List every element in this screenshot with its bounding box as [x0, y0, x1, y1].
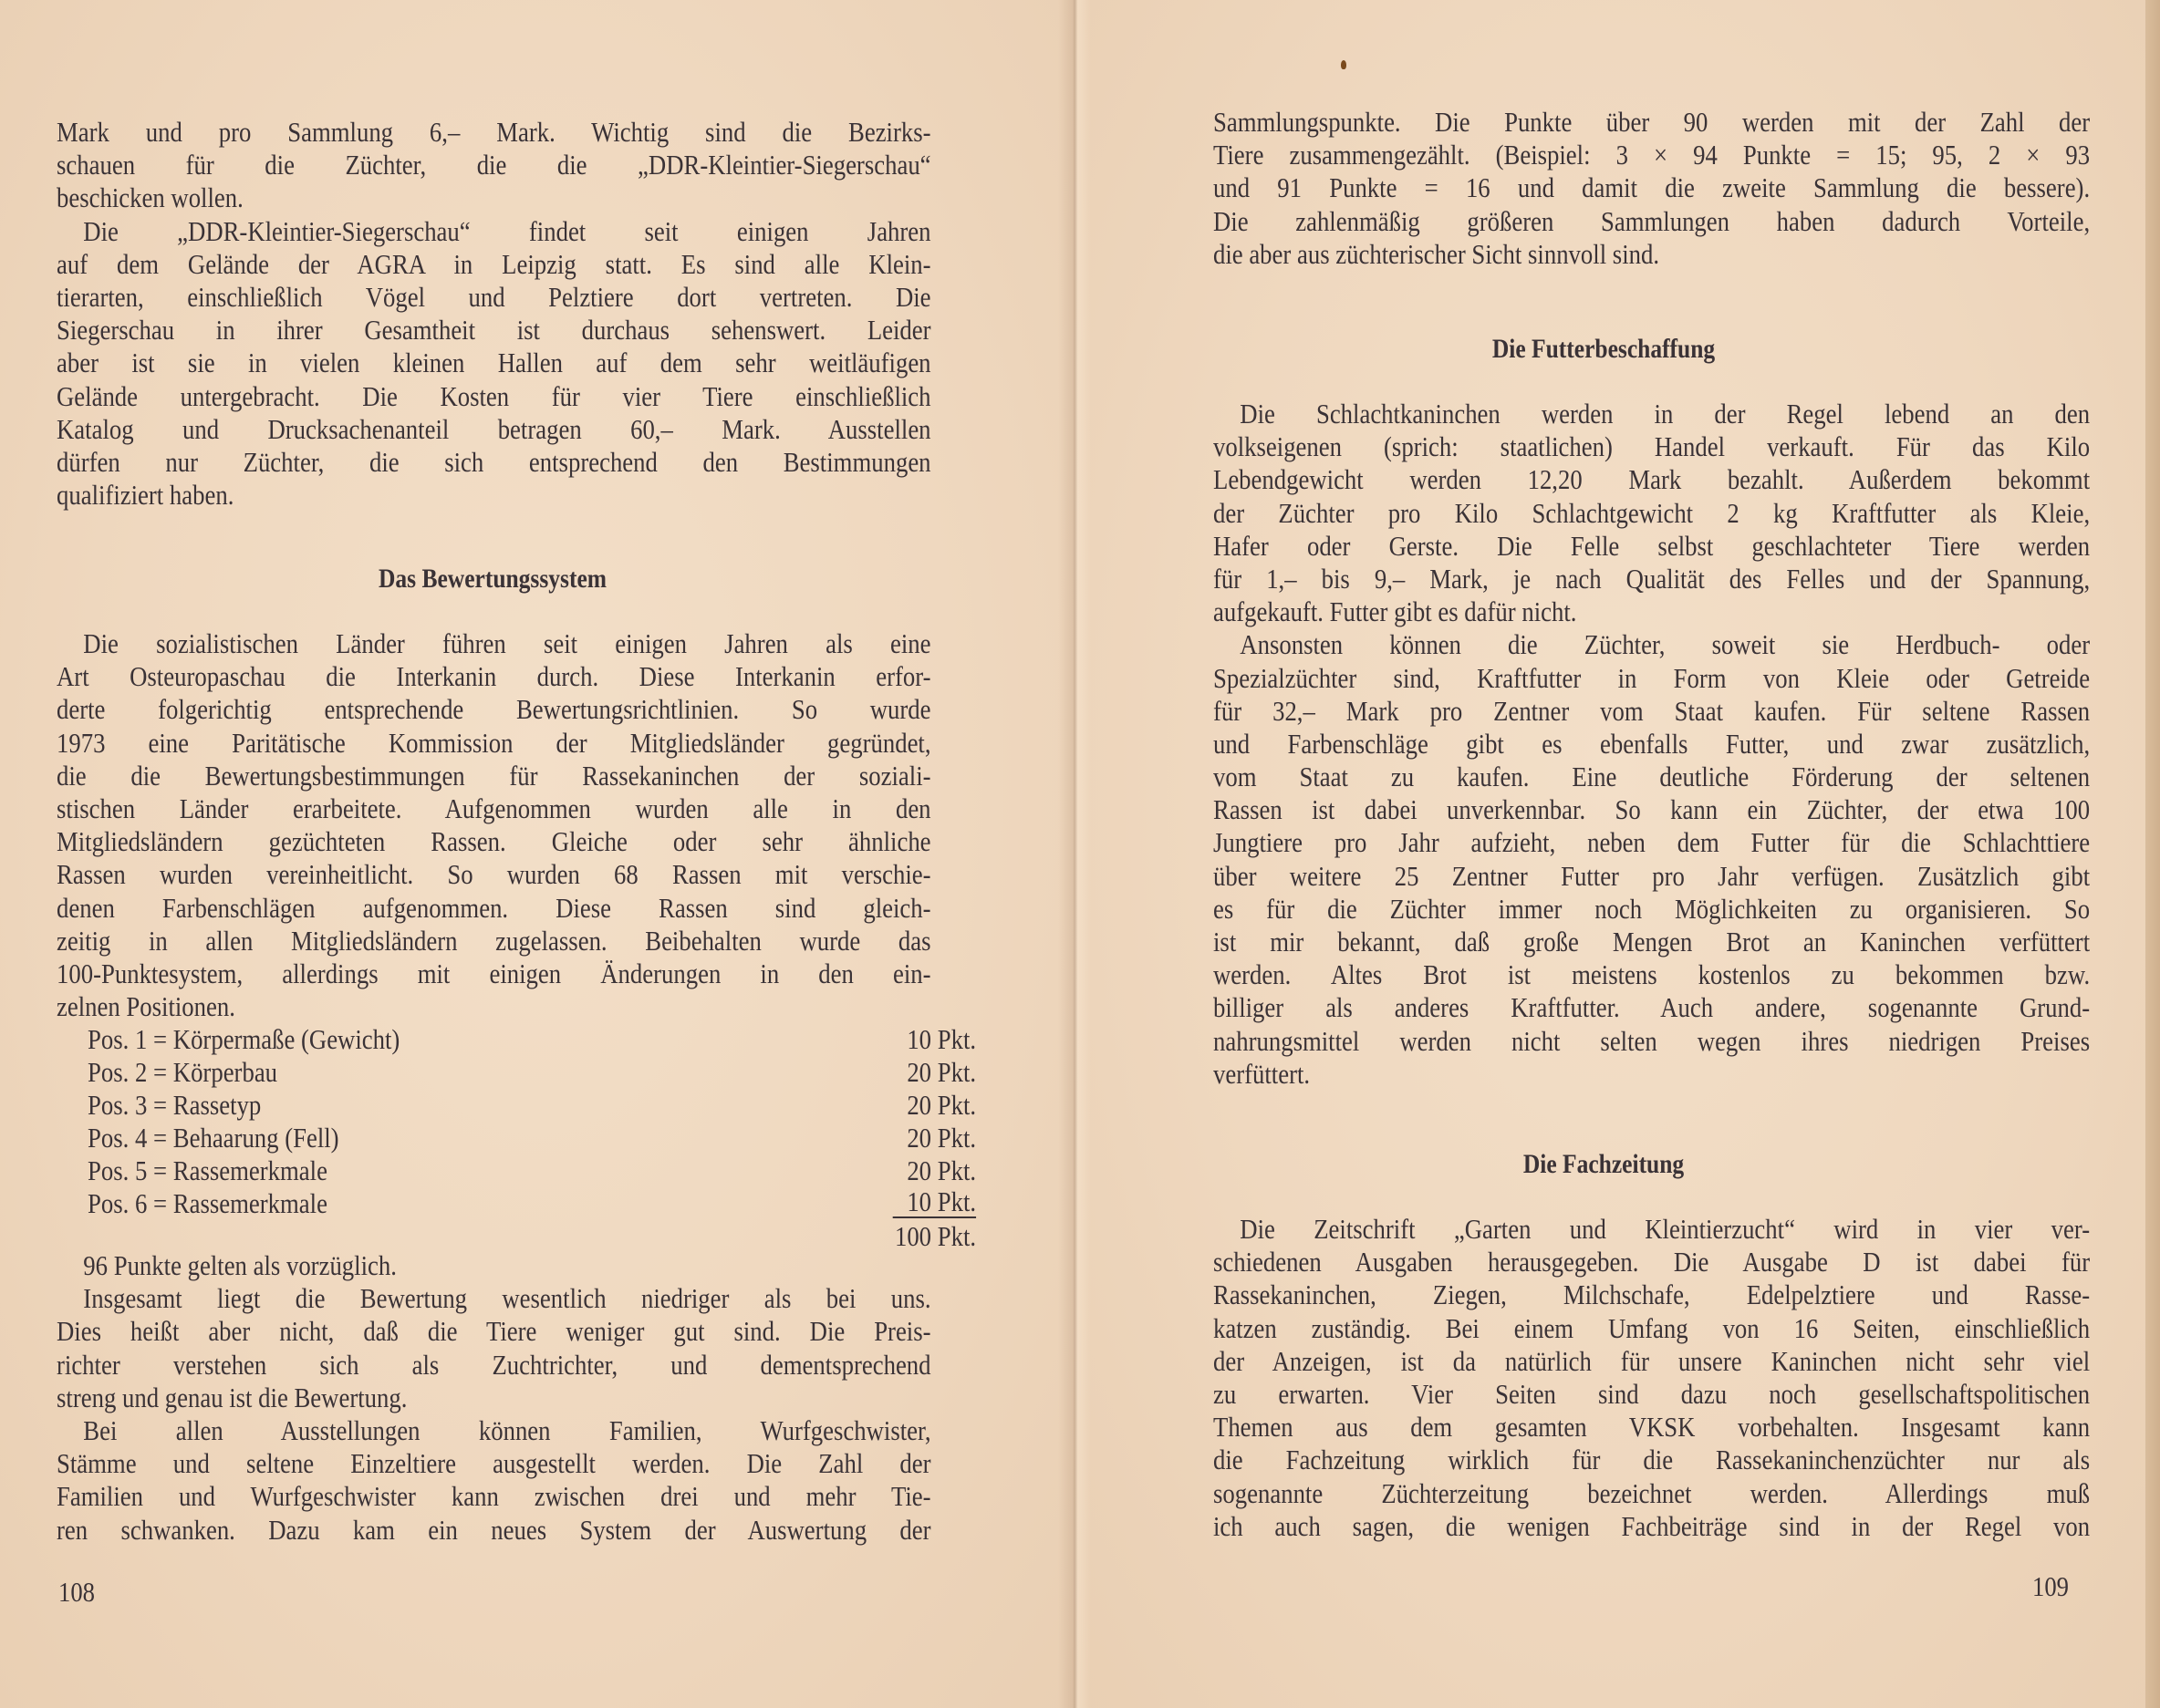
- text-line: tierarten, einschließlich Vögel und Pelztiere dort vertreten. Die: [57, 280, 931, 313]
- text-line: qualifiziert haben.: [57, 479, 234, 512]
- score-value: 10 Pkt.: [893, 1187, 976, 1218]
- text-line: der Anzeigen, ist da natürlich für unsere Kaninchen nicht sehr viel: [1213, 1344, 2091, 1377]
- text-line: die Fachzeitung wirklich für die Rassekaninchenzüchter nur als: [1213, 1444, 2091, 1476]
- text-line: für 1,– bis 9,– Mark, je nach Qualität des Felles und der Spannung,: [1213, 562, 2091, 595]
- text-line: Die sozialistischen Länder führen seit einigen Jahren als eine: [83, 627, 931, 659]
- score-label: Pos. 1 = Körpermaße (Gewicht): [88, 1023, 400, 1055]
- text-line: schiedenen Ausgaben herausgegeben. Die Ausgabe D ist dabei für: [1213, 1246, 2091, 1278]
- text-line: Die „DDR-Kleintier-Siegerschau“ findet seit einigen Jahren: [83, 214, 931, 247]
- left-after-table-paragraphs: [57, 1249, 931, 1547]
- score-row: [88, 1122, 976, 1154]
- text-line: nahrungsmittel werden nicht selten wegen ihres niedrigen Preises: [1213, 1024, 2091, 1057]
- score-label: Pos. 2 = Körperbau: [88, 1056, 278, 1088]
- page-number-left: 108: [58, 1576, 95, 1608]
- text-line: Rassekaninchen, Ziegen, Milchschafe, Edelpelztiere und Rasse-: [1213, 1278, 2091, 1311]
- text-line: Gelände untergebracht. Die Kosten für vier Tiere einschließlich: [57, 379, 931, 412]
- score-label: Pos. 3 = Rassetyp: [88, 1089, 262, 1121]
- text-line: Spezialzüchter sind, Kraftfutter in Form von Kleie oder Getreide: [1213, 661, 2091, 694]
- text-line: sogenannte Züchterzeitung bezeichnet werden. Allerdings muß: [1213, 1476, 2091, 1509]
- text-line: werden. Altes Brot ist meistens kostenlos zu bekommen bzw.: [1213, 958, 2091, 991]
- text-line: schauen für die Züchter, die die „DDR-Kleintier-Siegerschau“: [57, 149, 931, 181]
- page-number-right: 109: [2032, 1570, 2069, 1602]
- text-line: Lebendgewicht werden 12,20 Mark bezahlt. Außerdem bekommt: [1213, 463, 2091, 496]
- text-line: Siegerschau in ihrer Gesamtheit ist durchaus sehenswert. Leider: [57, 314, 931, 347]
- text-line: Dies heißt aber nicht, daß die Tiere weniger gut sind. Die Preis-: [57, 1315, 931, 1348]
- score-row: [88, 1154, 976, 1187]
- left-page: [0, 0, 1075, 1708]
- text-line: richter verstehen sich als Zuchtrichter, und dementsprechend: [57, 1348, 931, 1381]
- score-label: Pos. 4 = Behaarung (Fell): [88, 1122, 339, 1154]
- score-total-row: [88, 1220, 976, 1253]
- text-line: für 32,– Mark pro Zentner vom Staat kaufen. Für seltene Rassen: [1213, 694, 2091, 727]
- text-line: Ansonsten können die Züchter, soweit sie Herdbuch- oder: [1240, 628, 2091, 661]
- text-line: es für die Züchter immer noch Möglichkeiten zu organisieren. So: [1213, 892, 2091, 925]
- score-label: Pos. 6 = Rassemerkmale: [88, 1187, 327, 1219]
- text-line: vom Staat zu kaufen. Eine deutliche Förderung der seltenen: [1213, 761, 2091, 793]
- text-line: Die zahlenmäßig größeren Sammlungen haben dadurch Vorteile,: [1213, 204, 2091, 237]
- text-line: volkseigenen (sprich: staatlichen) Handel verkauft. Für das Kilo: [1213, 430, 2091, 463]
- text-line: Art Osteuropaschau die Interkanin durch. Diese Interkanin erfor-: [57, 660, 931, 693]
- text-line: zeitig in allen Mitgliedsländern zugelassen. Beibehalten wurde das: [57, 924, 931, 957]
- text-line: und 91 Punkte = 16 und damit die zweite Sammlung die bessere).: [1213, 171, 2091, 204]
- section-heading-fachzeitung: Die Fachzeitung: [1522, 1149, 1685, 1179]
- text-line: die aber aus züchterischer Sicht sinnvoll sind.: [1213, 237, 1660, 270]
- score-value: 10 Pkt.: [907, 1023, 977, 1055]
- score-row: [88, 1023, 976, 1056]
- score-total: 100 Pkt.: [894, 1220, 977, 1252]
- text-line: über weitere 25 Zentner Futter pro Jahr verfügen. Zusätzlich gibt: [1213, 859, 2091, 892]
- text-line: Jungtiere pro Jahr aufzieht, neben dem Futter für die Schlachttiere: [1213, 826, 2091, 859]
- text-line: streng und genau ist die Bewertung.: [57, 1381, 408, 1413]
- text-line: zelnen Positionen.: [57, 990, 235, 1023]
- text-line: Themen aus dem gesamten VKSK vorbehalten. Insgesamt kann: [1213, 1411, 2091, 1444]
- section-heading-futterbeschaffung: Die Futterbeschaffung: [1491, 334, 1716, 364]
- text-line: derte folgerichtig entsprechende Bewertungsrichtlinien. So wurde: [57, 693, 931, 726]
- text-line: aufgekauft. Futter gibt es dafür nicht.: [1213, 595, 1577, 628]
- page-edge: [2145, 0, 2160, 1708]
- score-value: 20 Pkt.: [907, 1154, 977, 1186]
- text-line: Tiere zusammengezählt. (Beispiel: 3 × 94 Punkte = 15; 95, 2 × 93: [1213, 139, 2091, 171]
- text-line: Familien und Wurfgeschwister kann zwischen drei und mehr Tie-: [57, 1480, 931, 1513]
- text-line: Rassen ist dabei unverkennbar. So kann ein Züchter, der etwa 100: [1213, 793, 2091, 826]
- text-line: 96 Punkte gelten als vorzüglich.: [83, 1249, 397, 1281]
- text-line: katzen zuständig. Bei einem Umfang von 16 Seiten, einschließlich: [1213, 1311, 2091, 1344]
- text-line: Die Zeitschrift „Garten und Kleintierzucht“ wird in vier ver-: [1240, 1213, 2091, 1245]
- text-line: dürfen nur Züchter, die sich entsprechend den Bestimmungen: [57, 445, 931, 478]
- text-line: Katalog und Drucksachenanteil betragen 60,– Mark. Ausstellen: [57, 412, 931, 445]
- score-row: [88, 1056, 976, 1089]
- text-line: ren schwanken. Dazu kam ein neues System der Auswertung der: [57, 1513, 931, 1546]
- text-line: Stämme und seltene Einzeltiere ausgestellt werden. Die Zahl der: [57, 1447, 931, 1480]
- text-line: 1973 eine Paritätische Kommission der Mitgliedsländer gegründet,: [57, 726, 931, 759]
- text-line: zu erwarten. Vier Seiten sind dazu noch gesellschaftspolitischen: [1213, 1377, 2091, 1410]
- text-line: ich auch sagen, die wenigen Fachbeiträge sind in der Regel von: [1213, 1509, 2091, 1542]
- text-line: beschicken wollen.: [57, 181, 244, 214]
- score-table: [88, 1023, 976, 1253]
- text-line: Insgesamt liegt die Bewertung wesentlich niedriger als bei uns.: [83, 1282, 931, 1315]
- right-section2-paragraph: [1213, 1213, 2090, 1543]
- right-intro-paragraph: [1213, 106, 2090, 271]
- text-line: die die Bewertungsbestimmungen für Rassekaninchen der soziali-: [57, 759, 931, 792]
- text-line: verfüttert.: [1213, 1057, 1311, 1090]
- text-line: Hafer oder Gerste. Die Felle selbst geschlachteter Tiere werden: [1213, 529, 2091, 562]
- text-line: Rassen wurden vereinheitlicht. So wurden 68 Rassen mit verschie-: [57, 858, 931, 891]
- book-gutter: [1058, 0, 1091, 1708]
- text-line: stischen Länder erarbeitete. Aufgenommen wurden alle in den: [57, 792, 931, 824]
- score-label: Pos. 5 = Rassemerkmale: [88, 1154, 327, 1186]
- text-line: der Züchter pro Kilo Schlachtgewicht 2 kg Kraftfutter als Kleie,: [1213, 496, 2091, 529]
- text-line: aber ist sie in vielen kleinen Hallen auf dem sehr weitläufigen: [57, 347, 931, 379]
- score-row: [88, 1187, 976, 1220]
- score-value: 20 Pkt.: [907, 1089, 977, 1121]
- section-heading-bewertungssystem: Das Bewertungssystem: [378, 564, 608, 594]
- text-line: Bei allen Ausstellungen können Familien, Wurfgeschwister,: [83, 1413, 931, 1446]
- text-line: Sammlungspunkte. Die Punkte über 90 werden mit der Zahl der: [1213, 106, 2091, 138]
- score-value: 20 Pkt.: [907, 1056, 977, 1088]
- text-line: 100-Punktesystem, allerdings mit einigen Änderungen in den ein-: [57, 957, 931, 989]
- text-line: denen Farbenschlägen aufgenommen. Diese Rassen sind gleich-: [57, 891, 931, 924]
- text-line: ist mir bekannt, daß große Mengen Brot an Kaninchen verfüttert: [1213, 926, 2091, 958]
- right-section1-paragraphs: [1213, 398, 2090, 1091]
- text-line: Mitgliedsländern gezüchteten Rassen. Gleiche oder sehr ähnliche: [57, 825, 931, 858]
- score-row: [88, 1089, 976, 1122]
- score-value: 20 Pkt.: [907, 1122, 977, 1154]
- text-line: und Farbenschläge gibt es ebenfalls Futter, und zwar zusätzlich,: [1213, 727, 2091, 760]
- text-line: auf dem Gelände der AGRA in Leipzig statt. Es sind alle Klein-: [57, 247, 931, 280]
- left-section-paragraph: [57, 627, 931, 1023]
- text-line: Mark und pro Sammlung 6,– Mark. Wichtig sind die Bezirks-: [57, 116, 931, 148]
- left-intro-paragraphs: [57, 116, 931, 512]
- text-line: billiger als anderes Kraftfutter. Auch andere, sogenannte Grund-: [1213, 991, 2091, 1024]
- right-page-text: [1075, 0, 2149, 1708]
- text-line: Die Schlachtkaninchen werden in der Regel lebend an den: [1240, 398, 2091, 430]
